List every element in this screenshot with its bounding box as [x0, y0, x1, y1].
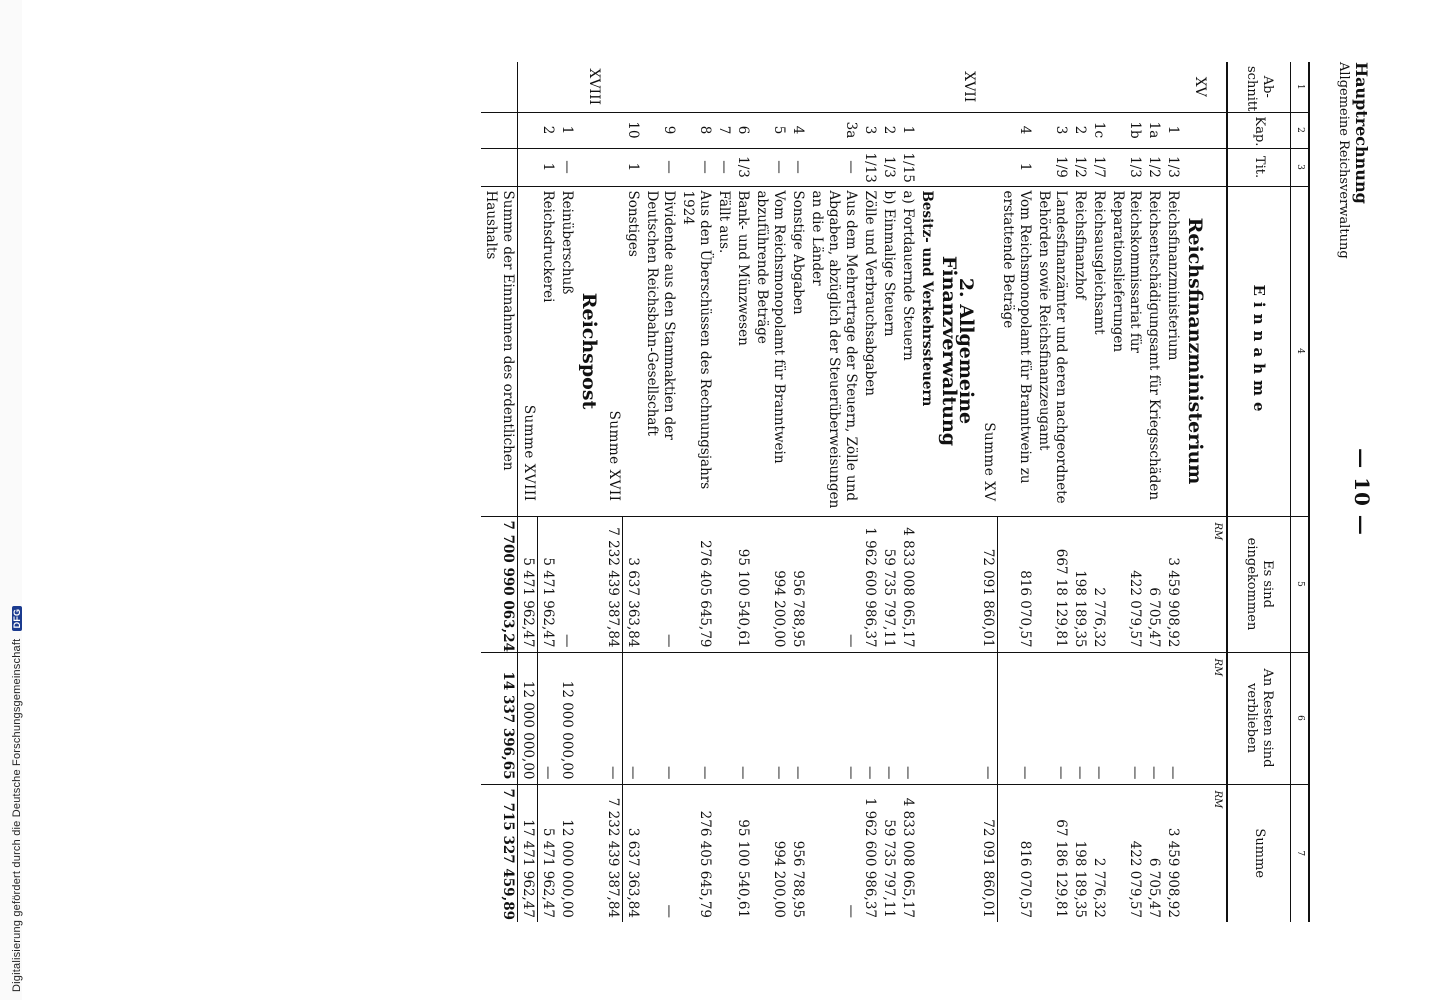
- kapitel-number: 1c: [1089, 112, 1108, 148]
- summe-value: [715, 784, 734, 922]
- grand-total-reste: 14 337 396,65: [482, 652, 519, 784]
- section-sum-label: Summe XV: [979, 186, 999, 516]
- credit-text: Digitalisierung gefördert durch die Deutsche Forschungsgemeinschaft: [11, 638, 23, 992]
- titel-range: 1/2: [1070, 148, 1089, 186]
- section-sum-eingekommen: 72 091 860,01: [979, 516, 999, 652]
- section-sum-row: [604, 62, 624, 922]
- column-number: 1: [1291, 62, 1310, 112]
- section-sum-eingekommen: 7 232 439 387,84: [604, 516, 624, 652]
- empty-cell: [577, 148, 604, 186]
- empty-cell: [1182, 112, 1209, 148]
- empty-cell: [918, 62, 937, 112]
- ledger-table: [482, 62, 1311, 922]
- summe-value: 3 637 363,84: [623, 784, 643, 922]
- eingekommen-value: 994 200,00: [753, 516, 789, 652]
- empty-cell: [734, 62, 753, 112]
- page-number: — 10 —: [1350, 448, 1374, 536]
- summe-value: 6 705,47: [1144, 784, 1163, 922]
- titel-range: —: [643, 148, 679, 186]
- header-tit: Tit.: [1227, 148, 1291, 186]
- section-subheading-row: [918, 62, 937, 922]
- section-sum-summe: 72 091 860,01: [979, 784, 999, 922]
- empty-cell: [558, 62, 577, 112]
- column-number: 4: [1291, 186, 1310, 516]
- kapitel-number: 6: [734, 112, 753, 148]
- reste-value: —: [679, 652, 715, 784]
- eingekommen-value: 3 637 363,84: [623, 516, 643, 652]
- section-sum-label: Summe XVII: [604, 186, 624, 516]
- empty-cell: [937, 148, 979, 186]
- column-number-row: [1291, 62, 1310, 922]
- empty-cell: [518, 62, 538, 112]
- titel-range: 1/3: [880, 148, 899, 186]
- entry-description: Reichsentschädigungsamt für Kriegsschäden: [1144, 186, 1163, 516]
- empty-cell: [979, 112, 999, 148]
- kapitel-number: 2: [1070, 112, 1089, 148]
- empty-cell: [979, 148, 999, 186]
- table-row: [880, 62, 899, 922]
- table-row: [899, 62, 918, 922]
- section-number: XVII: [961, 71, 978, 103]
- titel-range: 1: [623, 148, 643, 186]
- empty-cell: [577, 784, 604, 922]
- empty-cell: [918, 652, 937, 784]
- summe-value: 5 471 962,47: [538, 784, 558, 922]
- kapitel-number: 1b: [1108, 112, 1144, 148]
- table-row: [1144, 62, 1163, 922]
- section-subheading: Besitz- und Verkehrssteuern: [918, 186, 937, 516]
- entry-description: Reinüberschuß: [558, 186, 577, 516]
- titel-range: 1/7: [1089, 148, 1108, 186]
- eingekommen-value: 956 788,95: [789, 516, 808, 652]
- unit-label: RM: [1209, 784, 1227, 922]
- summe-value: 276 405 645,79: [679, 784, 715, 922]
- empty-cell: [880, 62, 899, 112]
- eingekommen-value: —: [558, 516, 577, 652]
- table-row: [679, 62, 715, 922]
- titel-range: 1/9: [1034, 148, 1070, 186]
- entry-description: Aus dem Mehrertrage der Steuern, Zölle und Abgaben, abzüglich der Steuerüberweisungen an die Länder: [808, 186, 861, 516]
- section-sum-label: Summe XVIII: [518, 186, 538, 516]
- titel-range: 1: [538, 148, 558, 186]
- titel-range: —: [715, 148, 734, 186]
- eingekommen-value: 276 405 645,79: [679, 516, 715, 652]
- empty-cell: [1182, 516, 1209, 652]
- summe-value: 59 735 797,11: [880, 784, 899, 922]
- summe-value: —: [808, 784, 861, 922]
- titel-range: 1/3: [734, 148, 753, 186]
- empty-cell: [715, 62, 734, 112]
- summe-value: —: [643, 784, 679, 922]
- reste-value: —: [789, 652, 808, 784]
- empty-cell: [482, 112, 519, 148]
- header-einnahme: Einnahme: [1227, 186, 1291, 516]
- empty-cell: [643, 62, 679, 112]
- kapitel-number: 1: [899, 112, 918, 148]
- empty-cell: [998, 62, 1034, 112]
- table-row: [1163, 62, 1182, 922]
- summe-value: 2 776,32: [1089, 784, 1108, 922]
- eingekommen-value: —: [643, 516, 679, 652]
- kapitel-number: 1: [1163, 112, 1182, 148]
- entry-description: Zölle und Verbrauchsabgaben: [861, 186, 880, 516]
- eingekommen-value: 667 18 129,81: [1034, 516, 1070, 652]
- section-sum-row: [518, 62, 538, 922]
- reste-value: —: [1108, 652, 1144, 784]
- eingekommen-value: 422 079,57: [1108, 516, 1144, 652]
- unit-row: [1209, 62, 1227, 922]
- kapitel-number: 4: [998, 112, 1034, 148]
- eingekommen-value: 4 833 008 065,17: [899, 516, 918, 652]
- empty-cell: [808, 62, 861, 112]
- empty-cell: [937, 652, 979, 784]
- summe-value: 67 186 129,81: [1034, 784, 1070, 922]
- empty-cell: [518, 112, 538, 148]
- titel-range: 1/3: [1108, 148, 1144, 186]
- entry-description: Reichsdruckerei: [538, 186, 558, 516]
- kapitel-number: 9: [643, 112, 679, 148]
- reste-value: —: [753, 652, 789, 784]
- summe-value: 956 788,95: [789, 784, 808, 922]
- empty-cell: [604, 148, 624, 186]
- eingekommen-value: —: [808, 516, 861, 652]
- column-number: 3: [1291, 148, 1310, 186]
- empty-cell: [937, 516, 979, 652]
- eingekommen-value: [715, 516, 734, 652]
- summe-value: 4 833 008 065,17: [899, 784, 918, 922]
- kapitel-number: 3: [861, 112, 880, 148]
- titel-range: 1/3: [1163, 148, 1182, 186]
- table-row: [1070, 62, 1089, 922]
- entry-description: Reichsfinanzministerium: [1163, 186, 1182, 516]
- eingekommen-value: 6 705,47: [1144, 516, 1163, 652]
- entry-description: Sonstige Abgaben: [789, 186, 808, 516]
- section-sum-eingekommen: 5 471 962,47: [518, 516, 538, 652]
- column-number: 6: [1291, 652, 1310, 784]
- reste-value: —: [1089, 652, 1108, 784]
- section-title-row: [1182, 62, 1209, 922]
- table-row: [861, 62, 880, 922]
- eingekommen-value: 2 776,32: [1089, 516, 1108, 652]
- empty-cell: [1182, 652, 1209, 784]
- empty-cell: [1182, 148, 1209, 186]
- titel-range: —: [753, 148, 789, 186]
- column-header-row: [1227, 62, 1291, 922]
- reste-value: —: [1144, 652, 1163, 784]
- kapitel-number: 3: [1034, 112, 1070, 148]
- empty-cell: [482, 62, 519, 112]
- table-row: [538, 62, 558, 922]
- section-sum-summe: 17 471 962,47: [518, 784, 538, 922]
- empty-cell: [918, 784, 937, 922]
- unit-label: RM: [1209, 516, 1227, 652]
- titel-range: —: [789, 148, 808, 186]
- empty-cell: [577, 652, 604, 784]
- reste-value: —: [861, 652, 880, 784]
- entry-description: Vom Reichsmonopolamt für Branntwein zu erstattende Beträge: [998, 186, 1034, 516]
- reste-value: —: [643, 652, 679, 784]
- grand-total-eingekommen: 7 700 990 063,24: [482, 516, 519, 652]
- empty-cell: [937, 784, 979, 922]
- section-sum-reste: —: [604, 652, 624, 784]
- ledger-page: [54, 62, 1374, 922]
- titel-range: 1/15: [899, 148, 918, 186]
- table-row: [998, 62, 1034, 922]
- summe-value: 422 079,57: [1108, 784, 1144, 922]
- empty-cell: [861, 62, 880, 112]
- eingekommen-value: 5 471 962,47: [538, 516, 558, 652]
- section-title-row: [577, 62, 604, 922]
- grand-total-summe: 7 715 327 459,89: [482, 784, 519, 922]
- empty-cell: [1108, 62, 1144, 112]
- empty-cell: [753, 62, 789, 112]
- kapitel-number: 1: [558, 112, 577, 148]
- section-sum-reste: 12 000 000,00: [518, 652, 538, 784]
- column-number: 2: [1291, 112, 1310, 148]
- section-title: Reichsfinanzministerium: [1182, 186, 1209, 516]
- empty-cell: [679, 62, 715, 112]
- entry-description: Reichsausgleichsamt: [1089, 186, 1108, 516]
- reste-value: —: [880, 652, 899, 784]
- grand-total-row: [482, 62, 519, 922]
- kapitel-number: 8: [679, 112, 715, 148]
- table-row: [558, 62, 577, 922]
- empty-cell: [918, 148, 937, 186]
- grand-total-label: Summe der Einnahmen des ordentlichen Haushalts: [482, 186, 519, 516]
- summe-value: 12 000 000,00: [558, 784, 577, 922]
- table-row: [734, 62, 753, 922]
- kapitel-number: 2: [880, 112, 899, 148]
- ledger-body: [482, 62, 1228, 922]
- empty-cell: [1144, 62, 1163, 112]
- empty-cell: [1034, 62, 1070, 112]
- titel-range: —: [808, 148, 861, 186]
- page-subtitle: Allgemeine Reichsverwaltung: [1336, 62, 1351, 259]
- entry-description: Landesfinanzämter und deren nachgeordnete Behörden sowie Reichsfinanzzeugamt: [1034, 186, 1070, 516]
- kapitel-number: 5: [753, 112, 789, 148]
- reste-value: —: [734, 652, 753, 784]
- titel-range: —: [558, 148, 577, 186]
- kapitel-number: 1a: [1144, 112, 1163, 148]
- header-reste: An Resten sind verblieben: [1227, 652, 1291, 784]
- entry-description: Vom Reichsmonopolamt für Branntwein abzuführende Beträge: [753, 186, 789, 516]
- section-title: 2. Allgemeine Finanzverwaltung: [937, 186, 979, 516]
- kapitel-number: 3a: [808, 112, 861, 148]
- entry-description: Fällt aus.: [715, 186, 734, 516]
- column-number: 5: [1291, 516, 1310, 652]
- section-sum-summe: 7 232 439 387,84: [604, 784, 624, 922]
- entry-description: Aus den Überschüssen des Rechnungsjahrs 1924: [679, 186, 715, 516]
- empty-cell: [538, 62, 558, 112]
- header-kap: Kap.: [1227, 112, 1291, 148]
- section-number: XVIII: [586, 68, 603, 106]
- table-row: [1089, 62, 1108, 922]
- section-sum-reste: —: [979, 652, 999, 784]
- section-sum-row: [979, 62, 999, 922]
- table-row: [643, 62, 679, 922]
- empty-cell: [1182, 784, 1209, 922]
- table-row: [808, 62, 861, 922]
- reste-value: —: [1070, 652, 1089, 784]
- eingekommen-value: 816 070,57: [998, 516, 1034, 652]
- header-eingekommen: Es sind eingekommen: [1227, 516, 1291, 652]
- unit-label: RM: [1209, 652, 1227, 784]
- page-title: Hauptrechnung: [1352, 62, 1371, 204]
- entry-description: Dividende aus den Stammaktien der Deutschen Reichsbahn-Gesellschaft: [643, 186, 679, 516]
- empty-cell: [518, 148, 538, 186]
- empty-cell: [937, 112, 979, 148]
- empty-cell: [789, 62, 808, 112]
- eingekommen-value: 198 189,35: [1070, 516, 1089, 652]
- summe-value: 816 070,57: [998, 784, 1034, 922]
- empty-cell: [1089, 62, 1108, 112]
- titel-range: —: [679, 148, 715, 186]
- table-row: [753, 62, 789, 922]
- entry-description: Reichskommissariat für Reparationslieferungen: [1108, 186, 1144, 516]
- eingekommen-value: 1 962 600 986,37: [861, 516, 880, 652]
- table-row: [623, 62, 643, 922]
- summe-value: 95 100 540,61: [734, 784, 753, 922]
- titel-range: 1: [998, 148, 1034, 186]
- table-row: [789, 62, 808, 922]
- reste-value: —: [538, 652, 558, 784]
- reste-value: —: [998, 652, 1034, 784]
- eingekommen-value: 3 459 908,92: [1163, 516, 1182, 652]
- reste-value: —: [1163, 652, 1182, 784]
- titel-range: 1/2: [1144, 148, 1163, 186]
- titel-range: 1/13: [861, 148, 880, 186]
- eingekommen-value: 59 735 797,11: [880, 516, 899, 652]
- kapitel-number: 4: [789, 112, 808, 148]
- header-summe: Summe: [1227, 784, 1291, 922]
- entry-description: Reichsfinanzhof: [1070, 186, 1089, 516]
- summe-value: 994 200,00: [753, 784, 789, 922]
- empty-cell: [1163, 62, 1182, 112]
- dfg-logo-icon: DFG: [12, 606, 22, 632]
- reste-value: —: [808, 652, 861, 784]
- empty-cell: [482, 148, 519, 186]
- entry-description: Bank- und Münzwesen: [734, 186, 753, 516]
- empty-cell: [604, 112, 624, 148]
- entry-description: Sonstiges: [623, 186, 643, 516]
- eingekommen-value: 95 100 540,61: [734, 516, 753, 652]
- table-row: [1034, 62, 1070, 922]
- empty-cell: [604, 62, 624, 112]
- empty-cell: [577, 112, 604, 148]
- reste-value: —: [623, 652, 643, 784]
- reste-value: —: [1034, 652, 1070, 784]
- table-row: [715, 62, 734, 922]
- section-number: XV: [1192, 76, 1208, 97]
- kapitel-number: 7: [715, 112, 734, 148]
- reste-value: [715, 652, 734, 784]
- empty-cell: [918, 516, 937, 652]
- entry-description: b) Einmalige Steuern: [880, 186, 899, 516]
- empty-cell: [1070, 62, 1089, 112]
- empty-cell: [979, 62, 999, 112]
- empty-cell: [899, 62, 918, 112]
- reste-value: 12 000 000,00: [558, 652, 577, 784]
- section-title: Reichspost: [577, 186, 604, 516]
- table-row: [1108, 62, 1144, 922]
- summe-value: 3 459 908,92: [1163, 784, 1182, 922]
- summe-value: 1 962 600 986,37: [861, 784, 880, 922]
- entry-description: a) Fortdauernde Steuern: [899, 186, 918, 516]
- section-title-row: [937, 62, 979, 922]
- reste-value: —: [899, 652, 918, 784]
- kapitel-number: 10: [623, 112, 643, 148]
- column-number: 7: [1291, 784, 1310, 922]
- empty-cell: [918, 112, 937, 148]
- empty-cell: [623, 62, 643, 112]
- header-abschnitt: Ab-schnitt: [1227, 62, 1291, 112]
- summe-value: 198 189,35: [1070, 784, 1089, 922]
- empty-cell: [577, 516, 604, 652]
- kapitel-number: 2: [538, 112, 558, 148]
